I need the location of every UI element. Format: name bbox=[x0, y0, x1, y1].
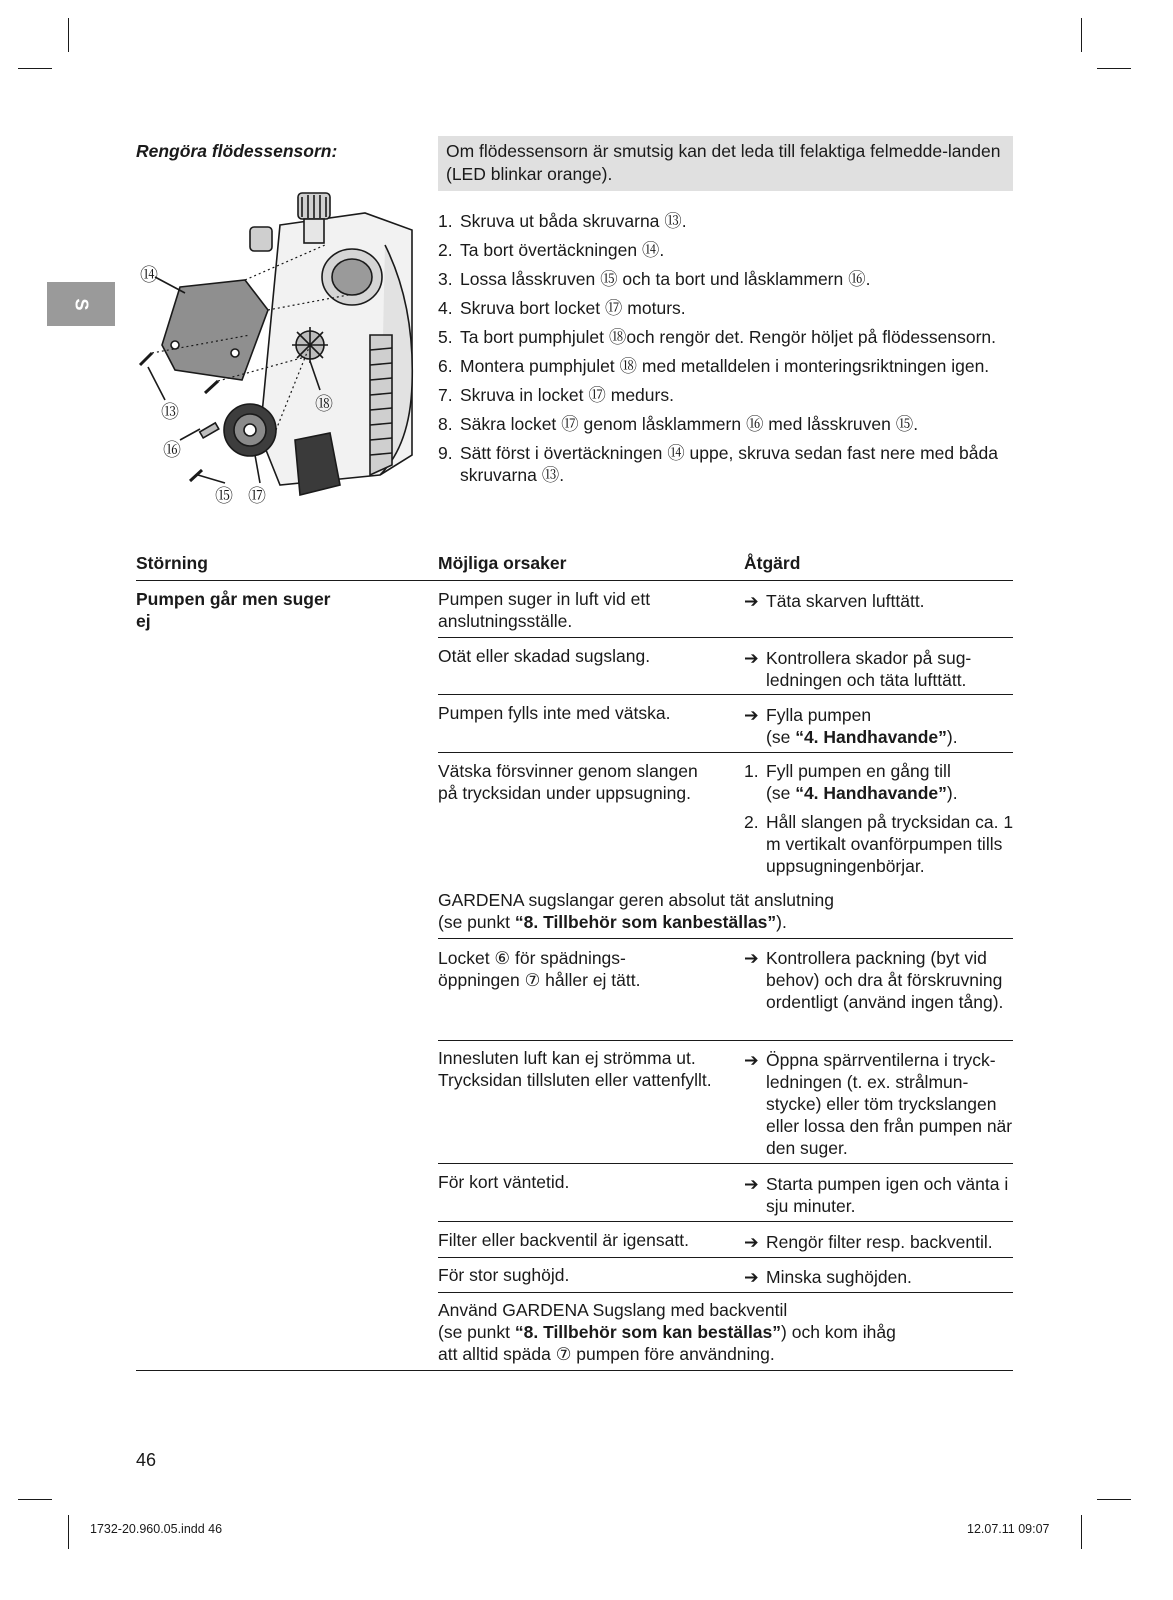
remedy-ref-prefix: (se bbox=[766, 783, 796, 803]
section-title: Rengöra flödessensorn: bbox=[136, 141, 338, 161]
page-number: 46 bbox=[136, 1450, 157, 1470]
crop-mark bbox=[1081, 1515, 1082, 1549]
step-number: 1. bbox=[438, 211, 453, 231]
step-text: Ta bort övertäckningen ⑭. bbox=[460, 240, 665, 260]
remedy-text: Minska sughöjden. bbox=[766, 1267, 912, 1287]
row-divider bbox=[438, 938, 1013, 939]
remedy-number: 1. bbox=[744, 761, 759, 781]
crop-mark bbox=[1081, 18, 1082, 52]
fault-label: Pumpen går men suger ej bbox=[136, 589, 331, 631]
cause-text: Pumpen suger in luft vid ett anslutningsställe. bbox=[438, 589, 651, 631]
cause-text: För kort väntetid. bbox=[438, 1172, 570, 1192]
callout-17: ⑰ bbox=[248, 486, 266, 506]
arrow-icon: ➔ bbox=[744, 1050, 759, 1070]
row-divider bbox=[438, 752, 1013, 753]
step-item bbox=[438, 210, 1018, 232]
step-item bbox=[438, 413, 1018, 435]
step-text: Montera pumphjulet ⑱ med metalldelen i monteringsriktningen igen. bbox=[460, 356, 990, 376]
note-box: Om flödessensorn är smutsig kan det leda till felaktiga felmedde-landen (LED blinkar orange). bbox=[438, 136, 1013, 191]
step-number: 2. bbox=[438, 240, 453, 260]
step-number: 8. bbox=[438, 414, 453, 434]
remedy-line: Fyll pumpen en gång till bbox=[766, 761, 951, 781]
arrow-icon: ➔ bbox=[744, 948, 759, 968]
step-number: 4. bbox=[438, 298, 453, 318]
arrow-icon: ➔ bbox=[744, 1232, 759, 1252]
remedy bbox=[744, 1231, 1019, 1253]
row-divider bbox=[438, 1292, 1013, 1293]
remedy-text: Kontrollera skador på sug-ledningen och täta lufttätt. bbox=[766, 648, 972, 690]
arrow-icon: ➔ bbox=[744, 591, 759, 611]
remedy-text: Rengör filter resp. backventil. bbox=[766, 1232, 993, 1252]
arrow-icon: ➔ bbox=[744, 705, 759, 725]
row-divider bbox=[438, 1257, 1013, 1258]
remedy bbox=[744, 647, 1019, 691]
crop-mark bbox=[68, 18, 69, 52]
remedy-ref: “4. Handhavande” bbox=[795, 783, 947, 803]
hint-ref-suffix: ). bbox=[776, 912, 787, 932]
remedy bbox=[744, 1173, 1019, 1217]
step-text: Ta bort pumphjulet ⑱och rengör det. Rengör höljet på flödessensorn. bbox=[460, 327, 997, 347]
remedy-ref-suffix: ). bbox=[946, 727, 958, 747]
slug-file: 1732-20.960.05.indd 46 bbox=[90, 1522, 223, 1536]
step-item bbox=[438, 326, 1018, 348]
step-number: 9. bbox=[438, 443, 453, 463]
lid-part bbox=[224, 404, 276, 456]
remedy-text bbox=[766, 704, 1019, 748]
row-divider bbox=[438, 1221, 1013, 1222]
remedy-text: Öppna spärrventilerna i tryck-ledningen (t. ex. strålmun-stycke) eller töm tryckslangen eller lossa den från pumpen när den suger. bbox=[766, 1050, 1013, 1158]
step-item bbox=[438, 297, 1018, 319]
hint-line: GARDENA sugslangar geren absolut tät anslutning bbox=[438, 890, 834, 910]
remedy bbox=[744, 704, 1019, 748]
callout-16: ⑯ bbox=[163, 440, 181, 460]
step-text: Skruva ut båda skruvarna ⑬. bbox=[460, 211, 687, 231]
step-number: 6. bbox=[438, 356, 453, 376]
step-text: Skruva bort locket ⑰ moturs. bbox=[460, 298, 686, 318]
arrow-icon: ➔ bbox=[744, 1267, 759, 1287]
crop-mark bbox=[18, 1499, 52, 1500]
remedy-ref: “4. Handhavande” bbox=[795, 727, 947, 747]
step-text: Säkra locket ⑰ genom låsklammern ⑯ med låsskruven ⑮. bbox=[460, 414, 919, 434]
remedy-ref-suffix: ). bbox=[946, 783, 958, 803]
crop-mark bbox=[68, 1515, 69, 1549]
remedy-step bbox=[744, 811, 1019, 877]
remedy-number: 2. bbox=[744, 812, 759, 832]
table-bottom-rule bbox=[136, 1370, 1013, 1371]
header-remedy: Åtgärd bbox=[744, 553, 801, 573]
arrow-icon: ➔ bbox=[744, 1174, 759, 1194]
hint-ref-prefix: (se punkt bbox=[438, 1322, 515, 1342]
pump-illustration bbox=[130, 185, 415, 515]
hint-ref-prefix: (se punkt bbox=[438, 912, 515, 932]
slug-date: 12.07.11 09:07 bbox=[967, 1522, 1050, 1536]
step-item bbox=[438, 239, 1018, 261]
hint-line: Använd GARDENA Sugslang med backventil bbox=[438, 1300, 788, 1320]
cause-text: Pumpen fylls inte med vätska. bbox=[438, 703, 671, 723]
row-divider bbox=[438, 694, 1013, 695]
row-divider bbox=[438, 1163, 1013, 1164]
cause-text: Filter eller backventil är igensatt. bbox=[438, 1230, 689, 1250]
step-number: 3. bbox=[438, 269, 453, 289]
row-divider bbox=[438, 1040, 1013, 1041]
remedy-text: Starta pumpen igen och vänta i sju minuter. bbox=[766, 1174, 1009, 1216]
step-item bbox=[438, 442, 1018, 486]
step-text: Sätt först i övertäckningen ⑭ uppe, skruva sedan fast nere med båda skruvarna ⑬. bbox=[460, 443, 998, 485]
remedy-text bbox=[766, 760, 1019, 804]
language-tab-label: S bbox=[71, 297, 92, 311]
remedy bbox=[744, 590, 1019, 612]
remedy-ref-prefix: (se bbox=[766, 727, 796, 747]
cause-text: Otät eller skadad sugslang. bbox=[438, 646, 651, 666]
step-item bbox=[438, 355, 1018, 377]
callout-14: ⑭ bbox=[140, 265, 158, 285]
header-fault: Störning bbox=[136, 553, 208, 573]
crop-mark bbox=[1097, 68, 1131, 69]
header-causes: Möjliga orsaker bbox=[438, 553, 567, 573]
hint-ref: “8. Tillbehör som kanbeställas” bbox=[514, 912, 777, 932]
callout-13: ⑬ bbox=[161, 402, 179, 422]
hint-text bbox=[438, 889, 1013, 933]
language-tab bbox=[47, 282, 115, 326]
cause-text: Vätska försvinner genom slangen på trycksidan under uppsugning. bbox=[438, 761, 698, 803]
step-text: Skruva in locket ⑰ medurs. bbox=[460, 385, 674, 405]
cause-text: Innesluten luft kan ej strömma ut. Trycksidan tillsluten eller vattenfyllt. bbox=[438, 1048, 712, 1090]
cause-text: Locket ⑥ för spädnings-öppningen ⑦ håller ej tätt. bbox=[438, 948, 641, 990]
remedy-text: Kontrollera packning (byt vid behov) och dra åt förskruvning ordentligt (använd ingen tång). bbox=[766, 948, 1004, 1012]
step-number: 7. bbox=[438, 385, 453, 405]
header-rule bbox=[136, 580, 1013, 581]
hint-text bbox=[438, 1299, 918, 1365]
crop-mark bbox=[1097, 1499, 1131, 1500]
row-divider bbox=[438, 637, 1013, 638]
step-item bbox=[438, 268, 1018, 290]
remedy-text: Håll slangen på trycksidan ca. 1 m vertikalt ovanförpumpen tills uppsugningenbörjar. bbox=[766, 812, 1014, 876]
remedy-text: Täta skarven lufttätt. bbox=[766, 591, 925, 611]
callout-18: ⑱ bbox=[315, 394, 333, 414]
remedy bbox=[744, 1049, 1019, 1159]
callout-15: ⑮ bbox=[215, 486, 233, 506]
arrow-icon: ➔ bbox=[744, 648, 759, 668]
step-item bbox=[438, 384, 1018, 406]
cover-plate bbox=[162, 280, 268, 380]
cleaning-steps bbox=[438, 210, 1018, 493]
hint-ref-suffix: ) och kom ihåg att alltid späda ⑦ pumpen före användning. bbox=[438, 1322, 896, 1364]
hint-ref: “8. Tillbehör som kan beställas” bbox=[514, 1322, 782, 1342]
step-number: 5. bbox=[438, 327, 453, 347]
cause-text: För stor sughöjd. bbox=[438, 1265, 570, 1285]
remedy bbox=[744, 947, 1019, 1013]
remedy-step bbox=[744, 760, 1019, 804]
remedy bbox=[744, 1266, 1019, 1288]
step-text: Lossa låsskruven ⑮ och ta bort und låsklammern ⑯. bbox=[460, 269, 871, 289]
remedy-line: Fylla pumpen bbox=[766, 705, 872, 725]
crop-mark bbox=[18, 68, 52, 69]
